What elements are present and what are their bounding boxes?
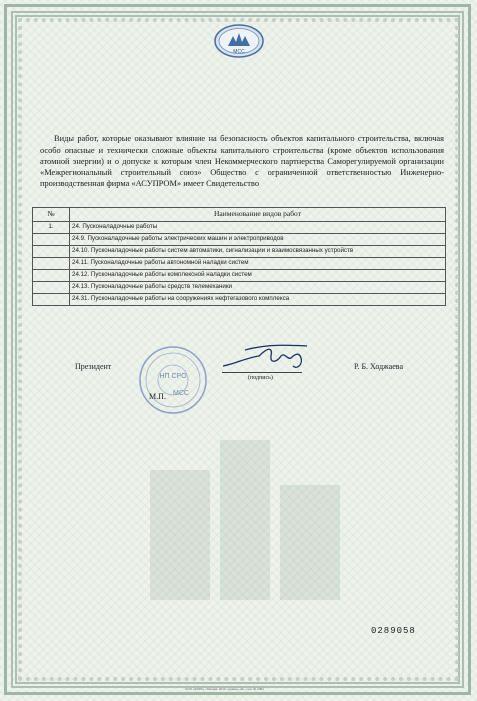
official-seal-icon bbox=[138, 345, 208, 415]
intro-paragraph: Виды работ, которые оказывают влияние на безопасность объектов капитального строительства, включая особо опасные и технически сложные объекты капитального строительства (кроме объектов использования атомной энергии) и о допуске к которым член Некоммерческого партнерства Саморегулируемой организации «Межрегиональный строительный союз» Общество с ограниченной ответственностью Инженерно-производственная фирма «АСУПРОМ» имеет Свидетельство bbox=[40, 134, 444, 189]
seal-place-label: М.П. bbox=[149, 392, 166, 401]
row-number bbox=[33, 270, 70, 282]
row-number: 1. bbox=[33, 222, 70, 234]
printer-footer: ООО «ФОРА» г.Москва, 2012, уровень «Б», лиц. № 1054 bbox=[185, 687, 264, 691]
table-row bbox=[33, 234, 446, 246]
header-number: № bbox=[33, 208, 70, 222]
handwritten-signature-icon bbox=[215, 340, 315, 374]
svg-text:НП СРО: НП СРО bbox=[159, 373, 187, 380]
row-work-name: 24.11. Пусконаладочные работы автономной наладки систем bbox=[70, 258, 446, 270]
row-work-name: 24.9. Пусконаладочные работы электрических машин и электроприводов bbox=[70, 234, 446, 246]
table-header-row bbox=[33, 208, 446, 222]
row-number bbox=[33, 282, 70, 294]
signer-name: Р. Б. Ходжаева bbox=[354, 362, 404, 371]
table-row bbox=[33, 270, 446, 282]
table-row bbox=[33, 294, 446, 306]
row-number bbox=[33, 234, 70, 246]
works-table bbox=[32, 207, 446, 306]
table-row bbox=[33, 282, 446, 294]
svg-text:МСС: МСС bbox=[173, 390, 189, 397]
row-number bbox=[33, 246, 70, 258]
table-row bbox=[33, 258, 446, 270]
row-number bbox=[33, 258, 70, 270]
row-work-name: 24.12. Пусконаладочные работы комплексной наладки систем bbox=[70, 270, 446, 282]
mss-logo-icon bbox=[214, 24, 264, 58]
signer-role: Президент bbox=[75, 362, 112, 371]
header-work-name: Наименование видов работ bbox=[70, 208, 446, 222]
svg-text:МСС: МСС bbox=[233, 49, 245, 55]
building-watermark-icon bbox=[130, 430, 360, 600]
signature-caption: (подпись) bbox=[248, 375, 273, 381]
row-number bbox=[33, 294, 70, 306]
row-work-name: 24.13. Пусконаладочные работы средств телемеханики bbox=[70, 282, 446, 294]
table-row bbox=[33, 246, 446, 258]
row-work-name: 24. Пусконаладочные работы bbox=[70, 222, 446, 234]
signature-line bbox=[222, 372, 302, 373]
serial-number: 0289058 bbox=[371, 626, 416, 636]
row-work-name: 24.31. Пусконаладочные работы на сооружениях нефтегазового комплекса bbox=[70, 294, 446, 306]
row-work-name: 24.10. Пусконаладочные работы систем автоматики, сигнализации и взаимосвязанных устройств bbox=[70, 246, 446, 258]
table-row bbox=[33, 222, 446, 234]
